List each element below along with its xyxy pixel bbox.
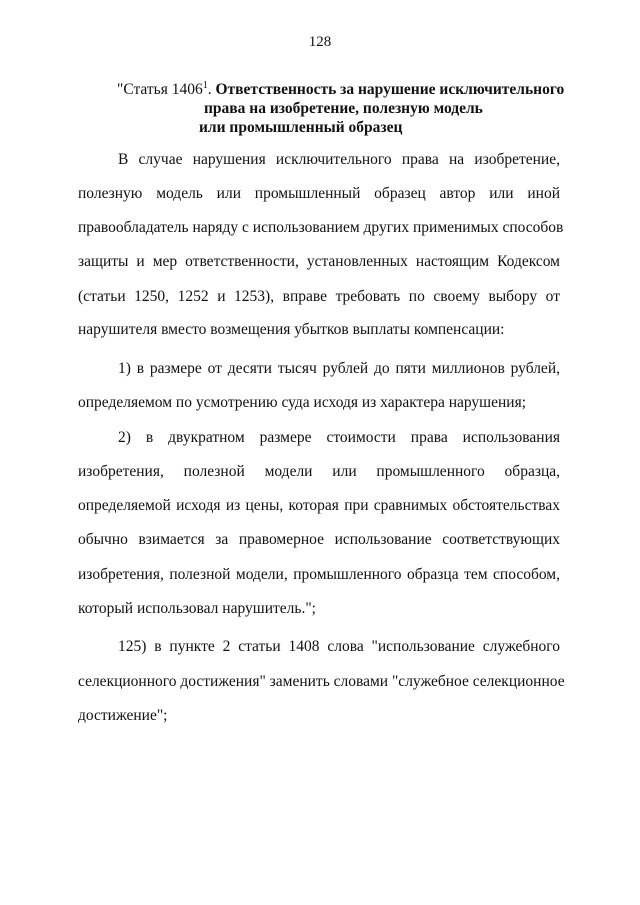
page-number: 128 (308, 34, 332, 50)
text-line: изобретения, полезной модели или промышленного образца, (78, 463, 560, 480)
text-line: полезную модель или промышленный образец автор или иной (78, 185, 560, 202)
text-line: нарушителя вместо возмещения убытков выплаты компенсации: (78, 321, 505, 338)
text-line: который использовал нарушитель."; (78, 600, 316, 617)
text-line: 2) в двукратном размере стоимости права использования (118, 429, 560, 446)
text-line: защиты и мер ответственности, установленных настоящим Кодексом (78, 253, 560, 270)
text-line: 1) в размере от десяти тысяч рублей до пяти миллионов рублей, (118, 360, 560, 377)
article-heading (117, 80, 587, 137)
text-line: достижение"; (78, 707, 168, 724)
text-line: правообладатель наряду с использованием других применимых способов (78, 219, 564, 236)
text-line: определяемой исходя из цены, которая при сравнимых обстоятельствах (78, 497, 560, 514)
article-title-part-3: или промышленный образец (199, 119, 403, 136)
text-line: 125) в пункте 2 статьи 1408 слова "использование служебного (118, 638, 560, 655)
article-number-superscript: 1 (202, 80, 208, 91)
article-title-part-2: права на изобретение, полезную модель (204, 100, 483, 117)
article-number: "Статья 1406 (117, 81, 203, 98)
article-title-part-1: Ответственность за нарушение исключительного (211, 81, 565, 98)
text-line: изобретения, полезной модели, промышленного образца тем способом, (78, 566, 560, 583)
article-heading-line-1 (117, 80, 587, 99)
text-line: (статьи 1250, 1252 и 1253), вправе требовать по своему выбору от (78, 288, 560, 305)
text-line: обычно взимается за правомерное использование соответствующих (78, 531, 560, 548)
article-number-dot: . (207, 81, 212, 98)
text-line: В случае нарушения исключительного права на изобретение, (118, 151, 560, 168)
text-line: селекционного достижения" заменить словами "служебное селекционное (78, 673, 565, 690)
text-line: определяемом по усмотрению суда исходя из характера нарушения; (78, 394, 527, 411)
